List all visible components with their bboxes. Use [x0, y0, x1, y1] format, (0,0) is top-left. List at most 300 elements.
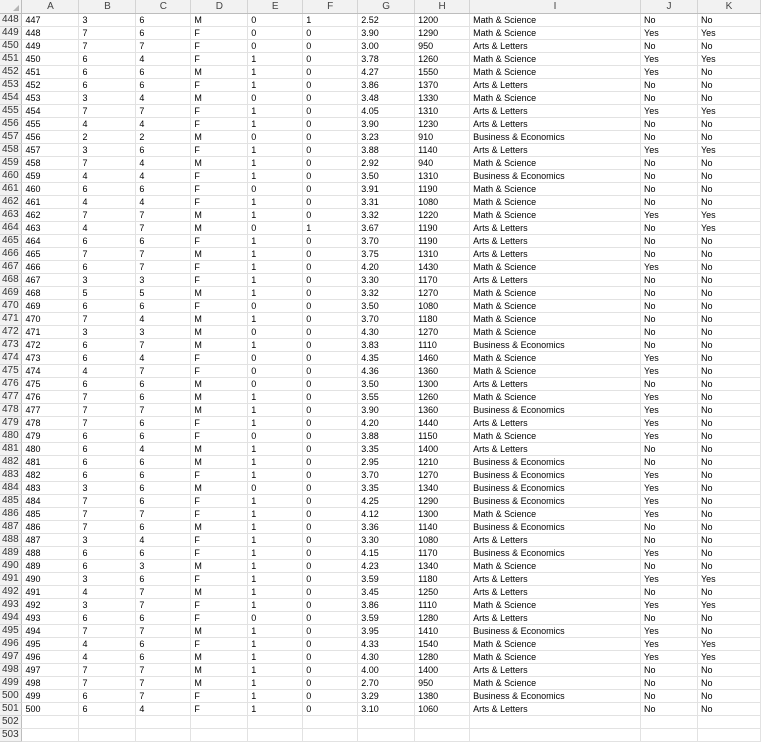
row-header[interactable]: 472 [0, 326, 22, 339]
cell-h[interactable]: 1440 [415, 417, 470, 430]
cell-k[interactable]: No [697, 313, 760, 326]
cell-f[interactable]: 0 [303, 469, 358, 482]
row-header[interactable]: 456 [0, 118, 22, 131]
cell-a[interactable]: 492 [22, 599, 79, 612]
cell-i[interactable]: Business & Economics [470, 690, 641, 703]
cell-c[interactable]: 4 [136, 196, 191, 209]
cell-i[interactable]: Math & Science [470, 287, 641, 300]
cell-j[interactable]: No [641, 196, 698, 209]
cell-e[interactable]: 1 [248, 391, 303, 404]
cell-i[interactable]: Math & Science [470, 27, 641, 40]
column-header-i[interactable]: I [470, 0, 641, 14]
cell-k[interactable]: No [697, 40, 760, 53]
cell-g[interactable]: 4.35 [358, 352, 415, 365]
row-header[interactable]: 477 [0, 391, 22, 404]
row-header[interactable]: 478 [0, 404, 22, 417]
cell-k[interactable]: Yes [697, 53, 760, 66]
cell-j[interactable]: Yes [641, 508, 698, 521]
row-header[interactable]: 474 [0, 352, 22, 365]
cell-b[interactable]: 6 [79, 612, 136, 625]
cell-c[interactable]: 3 [136, 560, 191, 573]
cell-a[interactable]: 493 [22, 612, 79, 625]
cell-f[interactable]: 0 [303, 560, 358, 573]
cell-j[interactable]: Yes [641, 417, 698, 430]
cell-f[interactable]: 0 [303, 274, 358, 287]
cell-a[interactable]: 480 [22, 443, 79, 456]
cell-f[interactable]: 0 [303, 508, 358, 521]
cell-h[interactable]: 1370 [415, 79, 470, 92]
cell-e[interactable]: 0 [248, 92, 303, 105]
cell-b[interactable]: 7 [79, 40, 136, 53]
cell-i[interactable]: Math & Science [470, 66, 641, 79]
cell-e[interactable]: 1 [248, 664, 303, 677]
cell-b[interactable]: 7 [79, 664, 136, 677]
cell-c[interactable]: 7 [136, 40, 191, 53]
cell-e[interactable]: 1 [248, 79, 303, 92]
cell-k[interactable]: No [697, 183, 760, 196]
cell-j[interactable]: No [641, 443, 698, 456]
cell-h[interactable]: 1080 [415, 534, 470, 547]
cell-h[interactable]: 1140 [415, 144, 470, 157]
cell-k[interactable]: No [697, 391, 760, 404]
cell-f[interactable]: 0 [303, 547, 358, 560]
cell-f[interactable]: 0 [303, 118, 358, 131]
cell-d[interactable]: F [191, 118, 248, 131]
cell-i[interactable]: Arts & Letters [470, 274, 641, 287]
cell-d[interactable]: M [191, 651, 248, 664]
cell-i[interactable]: Arts & Letters [470, 118, 641, 131]
cell-k[interactable]: No [697, 326, 760, 339]
cell-a[interactable]: 474 [22, 365, 79, 378]
cell-h[interactable]: 1200 [415, 14, 470, 27]
cell-b[interactable]: 4 [79, 638, 136, 651]
cell-j[interactable]: No [641, 248, 698, 261]
cell-a[interactable]: 500 [22, 703, 79, 716]
cell-f[interactable]: 0 [303, 209, 358, 222]
cell-j[interactable]: Yes [641, 209, 698, 222]
cell-f[interactable]: 0 [303, 183, 358, 196]
cell-j[interactable]: Yes [641, 404, 698, 417]
row-header[interactable]: 461 [0, 183, 22, 196]
cell-h[interactable]: 1260 [415, 53, 470, 66]
cell-g[interactable]: 3.90 [358, 404, 415, 417]
cell-h[interactable]: 1310 [415, 248, 470, 261]
cell-j[interactable]: No [641, 560, 698, 573]
cell-k[interactable]: Yes [697, 105, 760, 118]
cell-b[interactable]: 6 [79, 339, 136, 352]
cell-g[interactable]: 3.35 [358, 443, 415, 456]
cell-g[interactable]: 4.25 [358, 495, 415, 508]
cell-b[interactable]: 6 [79, 430, 136, 443]
row-header[interactable]: 502 [0, 716, 22, 729]
cell-a[interactable]: 478 [22, 417, 79, 430]
cell-d[interactable]: F [191, 79, 248, 92]
cell-e[interactable]: 1 [248, 703, 303, 716]
row-header[interactable]: 471 [0, 313, 22, 326]
row-header[interactable]: 499 [0, 677, 22, 690]
column-header-b[interactable]: B [79, 0, 136, 14]
cell-i[interactable]: Business & Economics [470, 495, 641, 508]
cell-h[interactable]: 1270 [415, 469, 470, 482]
cell-i[interactable]: Math & Science [470, 14, 641, 27]
cell-d[interactable]: F [191, 430, 248, 443]
cell-g[interactable]: 4.36 [358, 365, 415, 378]
cell-g[interactable]: 3.00 [358, 40, 415, 53]
row-header[interactable]: 452 [0, 66, 22, 79]
cell-k[interactable]: No [697, 287, 760, 300]
cell-j[interactable]: Yes [641, 66, 698, 79]
cell-a[interactable]: 460 [22, 183, 79, 196]
cell-h[interactable]: 1060 [415, 703, 470, 716]
cell-b[interactable] [79, 716, 136, 729]
cell-e[interactable]: 1 [248, 508, 303, 521]
cell-b[interactable]: 6 [79, 79, 136, 92]
cell-e[interactable]: 0 [248, 612, 303, 625]
row-header[interactable]: 489 [0, 547, 22, 560]
row-header[interactable]: 448 [0, 14, 22, 27]
cell-k[interactable]: No [697, 495, 760, 508]
cell-b[interactable]: 6 [79, 183, 136, 196]
cell-k[interactable]: Yes [697, 222, 760, 235]
cell-h[interactable]: 1550 [415, 66, 470, 79]
cell-c[interactable]: 7 [136, 222, 191, 235]
cell-b[interactable]: 7 [79, 625, 136, 638]
cell-a[interactable]: 469 [22, 300, 79, 313]
cell-f[interactable]: 0 [303, 456, 358, 469]
cell-i[interactable]: Math & Science [470, 326, 641, 339]
cell-f[interactable]: 0 [303, 625, 358, 638]
cell-h[interactable]: 1170 [415, 274, 470, 287]
cell-j[interactable]: No [641, 534, 698, 547]
cell-b[interactable]: 6 [79, 547, 136, 560]
cell-b[interactable]: 6 [79, 469, 136, 482]
cell-j[interactable] [641, 716, 698, 729]
cell-b[interactable]: 7 [79, 313, 136, 326]
cell-b[interactable]: 7 [79, 248, 136, 261]
cell-d[interactable]: F [191, 144, 248, 157]
cell-g[interactable]: 4.00 [358, 664, 415, 677]
cell-e[interactable]: 1 [248, 196, 303, 209]
cell-j[interactable]: No [641, 79, 698, 92]
cell-e[interactable]: 1 [248, 443, 303, 456]
cell-d[interactable]: F [191, 703, 248, 716]
cell-i[interactable]: Business & Economics [470, 339, 641, 352]
cell-i[interactable]: Arts & Letters [470, 586, 641, 599]
cell-h[interactable]: 1340 [415, 560, 470, 573]
cell-d[interactable] [191, 729, 248, 742]
cell-d[interactable]: M [191, 443, 248, 456]
cell-g[interactable]: 3.31 [358, 196, 415, 209]
row-header[interactable]: 492 [0, 586, 22, 599]
cell-i[interactable]: Business & Economics [470, 521, 641, 534]
cell-i[interactable]: Math & Science [470, 638, 641, 651]
cell-c[interactable]: 3 [136, 326, 191, 339]
cell-b[interactable]: 7 [79, 521, 136, 534]
cell-h[interactable]: 1110 [415, 599, 470, 612]
cell-c[interactable]: 7 [136, 664, 191, 677]
cell-g[interactable]: 4.20 [358, 417, 415, 430]
cell-g[interactable]: 4.15 [358, 547, 415, 560]
cell-h[interactable]: 1230 [415, 118, 470, 131]
cell-a[interactable]: 471 [22, 326, 79, 339]
cell-j[interactable]: Yes [641, 53, 698, 66]
cell-e[interactable] [248, 729, 303, 742]
cell-h[interactable]: 1180 [415, 313, 470, 326]
cell-c[interactable]: 6 [136, 638, 191, 651]
cell-h[interactable]: 910 [415, 131, 470, 144]
cell-c[interactable]: 4 [136, 170, 191, 183]
cell-i[interactable]: Arts & Letters [470, 417, 641, 430]
cell-d[interactable]: F [191, 183, 248, 196]
cell-d[interactable]: F [191, 300, 248, 313]
cell-a[interactable]: 459 [22, 170, 79, 183]
cell-k[interactable]: No [697, 703, 760, 716]
cell-b[interactable]: 4 [79, 170, 136, 183]
cell-h[interactable]: 1300 [415, 508, 470, 521]
cell-c[interactable]: 7 [136, 105, 191, 118]
cell-b[interactable]: 7 [79, 677, 136, 690]
cell-i[interactable] [470, 729, 641, 742]
cell-b[interactable]: 6 [79, 560, 136, 573]
cell-i[interactable]: Business & Economics [470, 170, 641, 183]
cell-b[interactable]: 6 [79, 690, 136, 703]
cell-g[interactable]: 3.35 [358, 482, 415, 495]
cell-e[interactable]: 0 [248, 326, 303, 339]
cell-b[interactable]: 7 [79, 508, 136, 521]
column-header-d[interactable]: D [191, 0, 248, 14]
cell-k[interactable]: Yes [697, 27, 760, 40]
cell-i[interactable]: Math & Science [470, 183, 641, 196]
cell-k[interactable]: No [697, 482, 760, 495]
cell-e[interactable]: 1 [248, 677, 303, 690]
cell-h[interactable]: 1460 [415, 352, 470, 365]
cell-j[interactable]: Yes [641, 365, 698, 378]
cell-f[interactable]: 0 [303, 79, 358, 92]
cell-k[interactable]: Yes [697, 599, 760, 612]
cell-j[interactable]: No [641, 339, 698, 352]
cell-c[interactable]: 6 [136, 417, 191, 430]
column-header-f[interactable]: F [303, 0, 358, 14]
cell-i[interactable]: Math & Science [470, 53, 641, 66]
cell-a[interactable]: 479 [22, 430, 79, 443]
cell-c[interactable]: 6 [136, 521, 191, 534]
cell-d[interactable]: M [191, 677, 248, 690]
cell-a[interactable]: 455 [22, 118, 79, 131]
row-header[interactable]: 460 [0, 170, 22, 183]
cell-j[interactable]: Yes [641, 495, 698, 508]
select-all-button[interactable] [0, 0, 22, 14]
cell-j[interactable]: No [641, 300, 698, 313]
cell-b[interactable]: 3 [79, 326, 136, 339]
cell-f[interactable]: 0 [303, 651, 358, 664]
cell-e[interactable]: 1 [248, 547, 303, 560]
cell-e[interactable]: 0 [248, 378, 303, 391]
cell-k[interactable]: No [697, 586, 760, 599]
cell-i[interactable]: Math & Science [470, 92, 641, 105]
cell-h[interactable]: 1190 [415, 222, 470, 235]
cell-b[interactable]: 3 [79, 599, 136, 612]
cell-i[interactable]: Math & Science [470, 261, 641, 274]
row-header[interactable]: 495 [0, 625, 22, 638]
cell-d[interactable]: M [191, 586, 248, 599]
cell-j[interactable]: Yes [641, 144, 698, 157]
cell-a[interactable]: 451 [22, 66, 79, 79]
cell-h[interactable]: 1340 [415, 482, 470, 495]
row-header[interactable]: 486 [0, 508, 22, 521]
cell-j[interactable]: Yes [641, 482, 698, 495]
cell-c[interactable]: 6 [136, 573, 191, 586]
cell-d[interactable]: M [191, 157, 248, 170]
cell-b[interactable]: 2 [79, 131, 136, 144]
cell-g[interactable]: 3.36 [358, 521, 415, 534]
cell-i[interactable]: Math & Science [470, 677, 641, 690]
cell-k[interactable]: Yes [697, 144, 760, 157]
cell-i[interactable]: Arts & Letters [470, 222, 641, 235]
row-header[interactable]: 501 [0, 703, 22, 716]
cell-d[interactable]: F [191, 534, 248, 547]
cell-j[interactable]: Yes [641, 391, 698, 404]
cell-e[interactable]: 1 [248, 261, 303, 274]
cell-a[interactable]: 476 [22, 391, 79, 404]
cell-k[interactable]: No [697, 456, 760, 469]
cell-c[interactable]: 6 [136, 469, 191, 482]
cell-a[interactable]: 484 [22, 495, 79, 508]
cell-c[interactable]: 6 [136, 27, 191, 40]
row-header[interactable]: 475 [0, 365, 22, 378]
cell-k[interactable] [697, 729, 760, 742]
cell-f[interactable]: 0 [303, 157, 358, 170]
cell-j[interactable]: Yes [641, 430, 698, 443]
cell-g[interactable]: 3.32 [358, 209, 415, 222]
cell-g[interactable]: 3.70 [358, 235, 415, 248]
cell-k[interactable]: No [697, 690, 760, 703]
cell-a[interactable]: 463 [22, 222, 79, 235]
cell-d[interactable]: M [191, 313, 248, 326]
cell-j[interactable]: Yes [641, 547, 698, 560]
row-header[interactable]: 491 [0, 573, 22, 586]
cell-f[interactable]: 0 [303, 300, 358, 313]
cell-h[interactable]: 1310 [415, 105, 470, 118]
cell-g[interactable]: 3.86 [358, 599, 415, 612]
cell-k[interactable]: No [697, 404, 760, 417]
cell-k[interactable]: No [697, 443, 760, 456]
cell-b[interactable]: 3 [79, 14, 136, 27]
cell-i[interactable]: Arts & Letters [470, 105, 641, 118]
cell-f[interactable]: 0 [303, 521, 358, 534]
cell-e[interactable]: 1 [248, 690, 303, 703]
cell-k[interactable]: No [697, 469, 760, 482]
cell-j[interactable]: No [641, 378, 698, 391]
cell-f[interactable]: 0 [303, 534, 358, 547]
cell-d[interactable]: F [191, 235, 248, 248]
cell-d[interactable]: F [191, 261, 248, 274]
cell-g[interactable]: 2.70 [358, 677, 415, 690]
cell-a[interactable]: 467 [22, 274, 79, 287]
cell-b[interactable]: 7 [79, 404, 136, 417]
cell-h[interactable]: 950 [415, 40, 470, 53]
cell-h[interactable] [415, 729, 470, 742]
cell-j[interactable] [641, 729, 698, 742]
cell-h[interactable]: 1250 [415, 586, 470, 599]
cell-a[interactable]: 485 [22, 508, 79, 521]
row-header[interactable]: 479 [0, 417, 22, 430]
cell-g[interactable]: 3.67 [358, 222, 415, 235]
cell-d[interactable]: F [191, 495, 248, 508]
cell-c[interactable]: 4 [136, 92, 191, 105]
cell-e[interactable]: 0 [248, 183, 303, 196]
cell-a[interactable]: 454 [22, 105, 79, 118]
cell-i[interactable]: Business & Economics [470, 482, 641, 495]
cell-g[interactable] [358, 729, 415, 742]
cell-k[interactable]: No [697, 521, 760, 534]
cell-e[interactable]: 0 [248, 352, 303, 365]
cell-e[interactable]: 0 [248, 365, 303, 378]
row-header[interactable]: 484 [0, 482, 22, 495]
cell-d[interactable]: M [191, 287, 248, 300]
cell-g[interactable]: 3.86 [358, 79, 415, 92]
cell-c[interactable]: 6 [136, 456, 191, 469]
cell-f[interactable]: 0 [303, 482, 358, 495]
cell-e[interactable]: 1 [248, 53, 303, 66]
cell-b[interactable]: 7 [79, 157, 136, 170]
row-header[interactable]: 453 [0, 79, 22, 92]
cell-b[interactable]: 4 [79, 365, 136, 378]
cell-b[interactable]: 6 [79, 261, 136, 274]
cell-e[interactable]: 1 [248, 560, 303, 573]
cell-f[interactable]: 0 [303, 196, 358, 209]
cell-a[interactable] [22, 716, 79, 729]
row-header[interactable]: 476 [0, 378, 22, 391]
cell-j[interactable]: No [641, 222, 698, 235]
cell-f[interactable]: 0 [303, 40, 358, 53]
column-header-g[interactable]: G [358, 0, 415, 14]
cell-f[interactable]: 0 [303, 365, 358, 378]
cell-j[interactable]: Yes [641, 469, 698, 482]
cell-g[interactable]: 4.20 [358, 261, 415, 274]
cell-c[interactable]: 6 [136, 391, 191, 404]
column-header-h[interactable]: H [415, 0, 470, 14]
row-header[interactable]: 449 [0, 27, 22, 40]
cell-d[interactable]: M [191, 664, 248, 677]
cell-g[interactable]: 3.10 [358, 703, 415, 716]
row-header[interactable]: 483 [0, 469, 22, 482]
cell-j[interactable]: No [641, 521, 698, 534]
cell-h[interactable]: 1260 [415, 391, 470, 404]
cell-e[interactable]: 1 [248, 417, 303, 430]
cell-a[interactable] [22, 729, 79, 742]
cell-c[interactable]: 4 [136, 703, 191, 716]
cell-b[interactable]: 7 [79, 417, 136, 430]
cell-k[interactable]: No [697, 235, 760, 248]
cell-k[interactable]: No [697, 339, 760, 352]
row-header[interactable]: 488 [0, 534, 22, 547]
cell-i[interactable]: Math & Science [470, 430, 641, 443]
cell-a[interactable]: 447 [22, 14, 79, 27]
cell-d[interactable]: M [191, 14, 248, 27]
cell-a[interactable]: 468 [22, 287, 79, 300]
row-header[interactable]: 490 [0, 560, 22, 573]
cell-c[interactable]: 4 [136, 534, 191, 547]
cell-g[interactable]: 3.30 [358, 534, 415, 547]
cell-k[interactable]: No [697, 417, 760, 430]
cell-h[interactable]: 1270 [415, 326, 470, 339]
cell-f[interactable]: 0 [303, 131, 358, 144]
cell-g[interactable]: 3.59 [358, 573, 415, 586]
cell-a[interactable]: 490 [22, 573, 79, 586]
cell-k[interactable] [697, 716, 760, 729]
cell-k[interactable]: No [697, 92, 760, 105]
cell-d[interactable]: M [191, 560, 248, 573]
